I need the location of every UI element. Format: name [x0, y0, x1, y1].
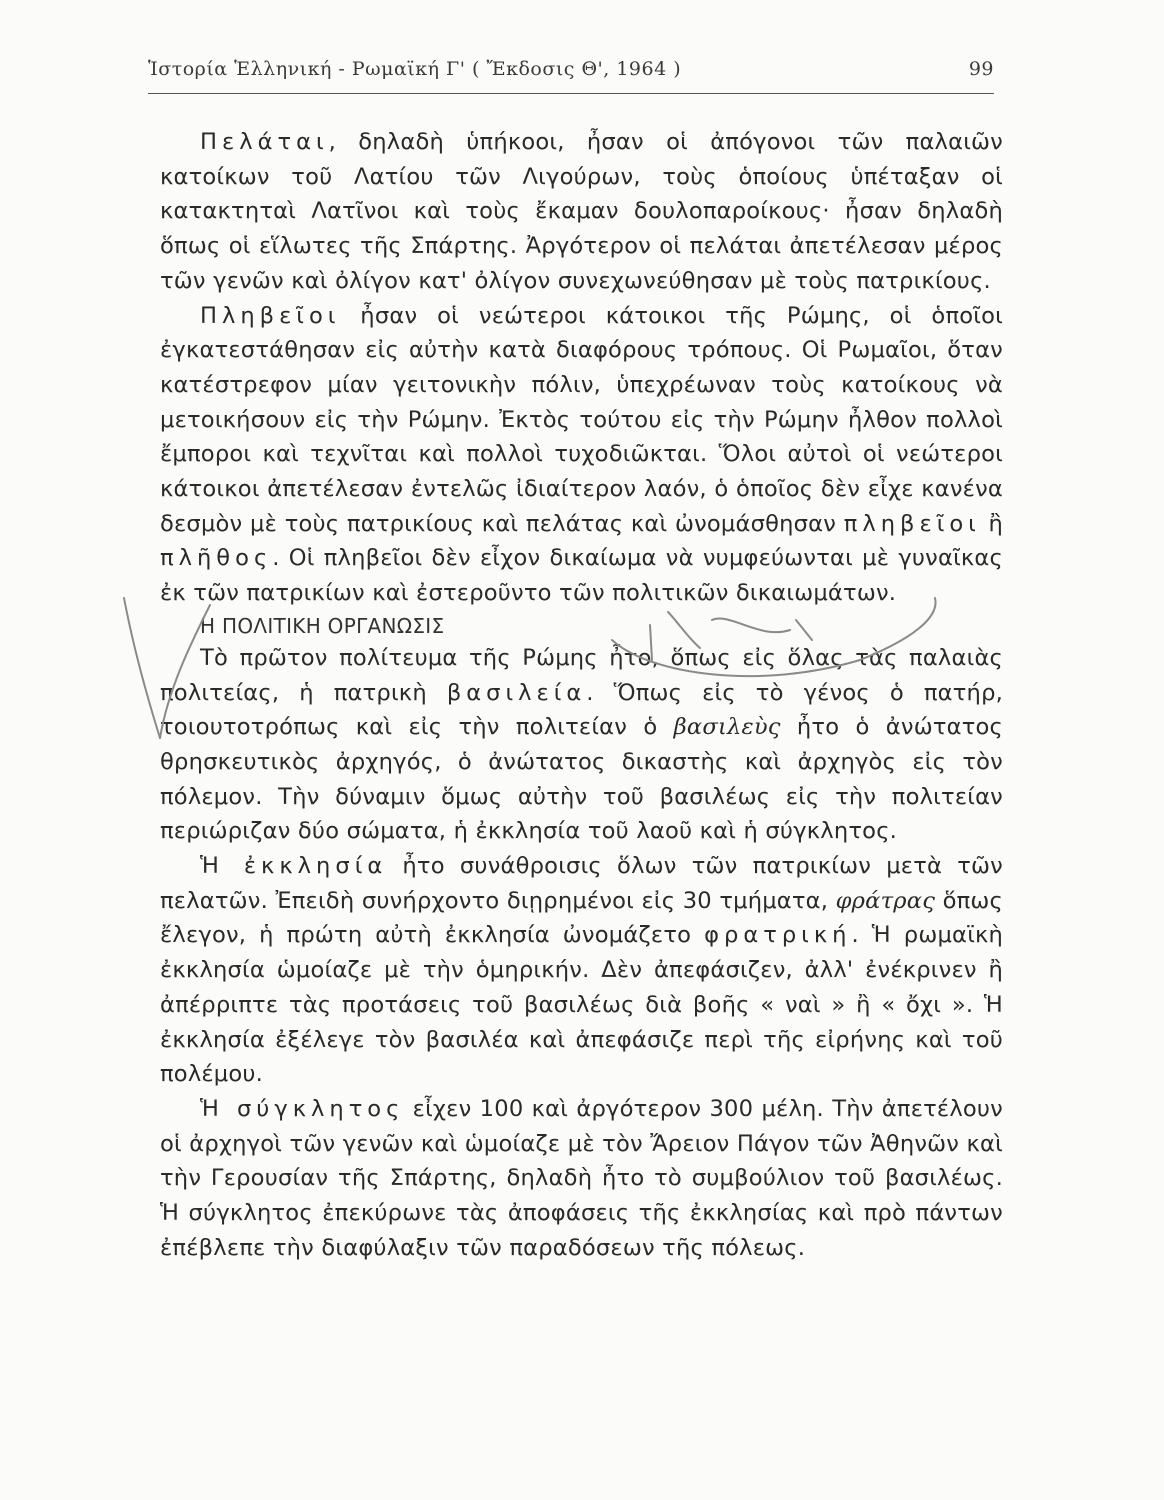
paragraph-text: . Οἱ πληβεῖοι δὲν εἶχον δικαίωμα νὰ νυμφεύωνται μὲ γυναῖκας ἐκ τῶν πατρικίων καὶ ἐστεροῦντο τῶν πολιτικῶν δικαιωμάτων. [160, 545, 1003, 607]
paragraph-text: ἦτο συνάθροισις ὅλων τῶν πατρικίων μετὰ τῶν πελατῶν. Ἐπειδὴ συνήρχοντο διῃρημένοι εἰς 30 τμήματα, [160, 853, 1003, 914]
spaced-term: Ἡ ἐκκλησία [200, 853, 388, 880]
running-head [148, 58, 994, 80]
paragraph-text: Τὸ πρῶτον πολίτευμα τῆς Ρώμης ἦτο, ὅπως εἰς ὅλας τὰς παλαιὰς πολιτείας, ἡ πατρικὴ [160, 644, 1003, 706]
margin-check-stroke [124, 598, 160, 738]
spaced-term: Πελάται [200, 129, 329, 155]
spaced-term: πληβεῖοι [843, 510, 981, 537]
body-text [160, 125, 1003, 1266]
paragraph-text: , δηλαδὴ ὑπήκοοι, ἦσαν οἱ ἀπόγονοι τῶν παλαιῶν κατοίκων τοῦ Λατίου τῶν Λιγούρων, τοὺς ὁποίους ὑπέταξαν οἱ κατακτηταὶ Λατῖνοι καὶ τοὺς ἔκαμαν δουλοπαροίκους· ἦσαν δηλαδὴ ὅπως οἱ εἵλωτες τῆς Σπάρτης. Ἀργότερον οἱ πελάται ἀπετέλεσαν μέρος τῶν γενῶν καὶ ὀλίγον κατ' ὀλίγον συνεχωνεύθησαν μὲ τοὺς πατρικίους. [160, 129, 1003, 294]
paragraph-text: ἢ [980, 510, 1004, 537]
italic-term: βασιλεὺς [673, 714, 781, 741]
paragraph-text: ἦσαν οἱ νεώτεροι κάτοικοι τῆς Ρώμης, οἱ ὁποῖοι ἐγκατεστάθησαν εἰς αὐτὴν κατὰ διαφόρους τρόπους. Οἱ Ρωμαῖοι, ὅταν κατέστρεφον μίαν γειτονικὴν πόλιν, ὑπεχρέωναν τοὺς κατοίκους νὰ μετοικήσουν εἰς τὴν Ρώμην. Ἐκτὸς τούτου εἰς τὴν Ρώμην ἦλθον πολλοὶ ἔμποροι καὶ τεχνῖται καὶ πολλοὶ τυχοδιῶκται. Ὅλοι αὐτοὶ οἱ νεώτεροι κάτοικοι ἀπετέλεσαν ἐντελῶς ἰδιαίτερον λαόν, ὁ ὁποῖος δὲν εἶχε κανένα δεσμὸν μὲ τοὺς πατρικίους καὶ πελάτας καὶ ὠνομάσθησαν [160, 302, 1003, 537]
running-title: Ἱστορία Ἑλληνική - Ρωμαϊκή Γ' ( Ἔκδοσις Θ', 1964 ) [148, 58, 682, 80]
header-rule [148, 93, 994, 94]
paragraph-synkletos [160, 1092, 1003, 1266]
spaced-term: πλῆθος [160, 545, 273, 572]
spaced-term: Ἡ σύγκλητος [200, 1095, 405, 1122]
spaced-term: Πληβεῖοι [200, 302, 341, 329]
paragraph-pelatai [160, 125, 1003, 299]
section-heading: Η ΠΟΛΙΤΙΚΗ ΟΡΓΑΝΩΣΙΣ [200, 613, 445, 638]
paragraph-plebeioi [160, 299, 1003, 611]
italic-term: φράτρας [835, 887, 936, 914]
paragraph-ekklesia [160, 849, 1003, 1092]
page-number: 99 [968, 58, 994, 80]
spaced-term: φρατρική [704, 922, 852, 949]
paragraph-text: εἶχεν 100 καὶ ἀργότερον 300 μέλη. Τὴν ἀπετέλουν οἱ ἀρχηγοὶ τῶν γενῶν καὶ ὡμοίαζε μὲ τὸν Ἄρειον Πάγον τῶν Ἀθηνῶν καὶ τὴν Γερουσίαν τῆς Σπάρτης, δηλαδὴ ἦτο τὸ συμβούλιον τοῦ βασιλέως. Ἡ σύγκλητος ἐπεκύρωνε τὰς ἀποφάσεις τῆς ἐκκλησίας καὶ πρὸ πάντων ἐπέβλεπε τὴν διαφύλαξιν τῶν παραδόσεων τῆς πόλεως. [160, 1095, 1004, 1261]
paragraph-text: ὅπως ἔλεγον, ἡ πρώτη αὐτὴ ἐκκλησία ὠνομάζετο [160, 887, 1003, 949]
paragraph-text: . Ὅπως εἰς τὸ γένος ὁ πατήρ, τοιουτοτρόπως καὶ εἰς τὴν πολιτείαν ὁ [160, 679, 1003, 741]
paragraph-basileia [160, 641, 1003, 849]
paragraph-text: ἦτο ὁ ἀνώτατος θρησκευτικὸς ἀρχηγός, ὁ ἀνώτατος δικαστὴς καὶ ἀρχηγὸς εἰς τὸν πόλεμον. Τὴν δύναμιν ὅμως αὐτὴν τοῦ βασιλέως εἰς τὴν πολιτείαν περιώριζαν δύο σώματα, ἡ ἐκκλησία τοῦ λαοῦ καὶ ἡ σύγκλητος. [160, 714, 1003, 845]
spaced-term: βασιλεία [446, 679, 587, 706]
paragraph-text: . Ἡ ρωμαϊκὴ ἐκκλησία ὡμοίαζε μὲ τὴν ὁμηρικήν. Δὲν ἀπεφάσιζεν, ἀλλ' ἐνέκρινεν ἢ ἀπέρριπτε τὰς προτάσεις τοῦ βασιλέως διὰ βοῆς « ναὶ » ἢ « ὄχι ». Ἡ ἐκκλησία ἐξέλεγε τὸν βασιλέα καὶ ἀπεφάσιζε περὶ τῆς εἰρήνης καὶ τοῦ πολέμου. [160, 922, 1003, 1088]
